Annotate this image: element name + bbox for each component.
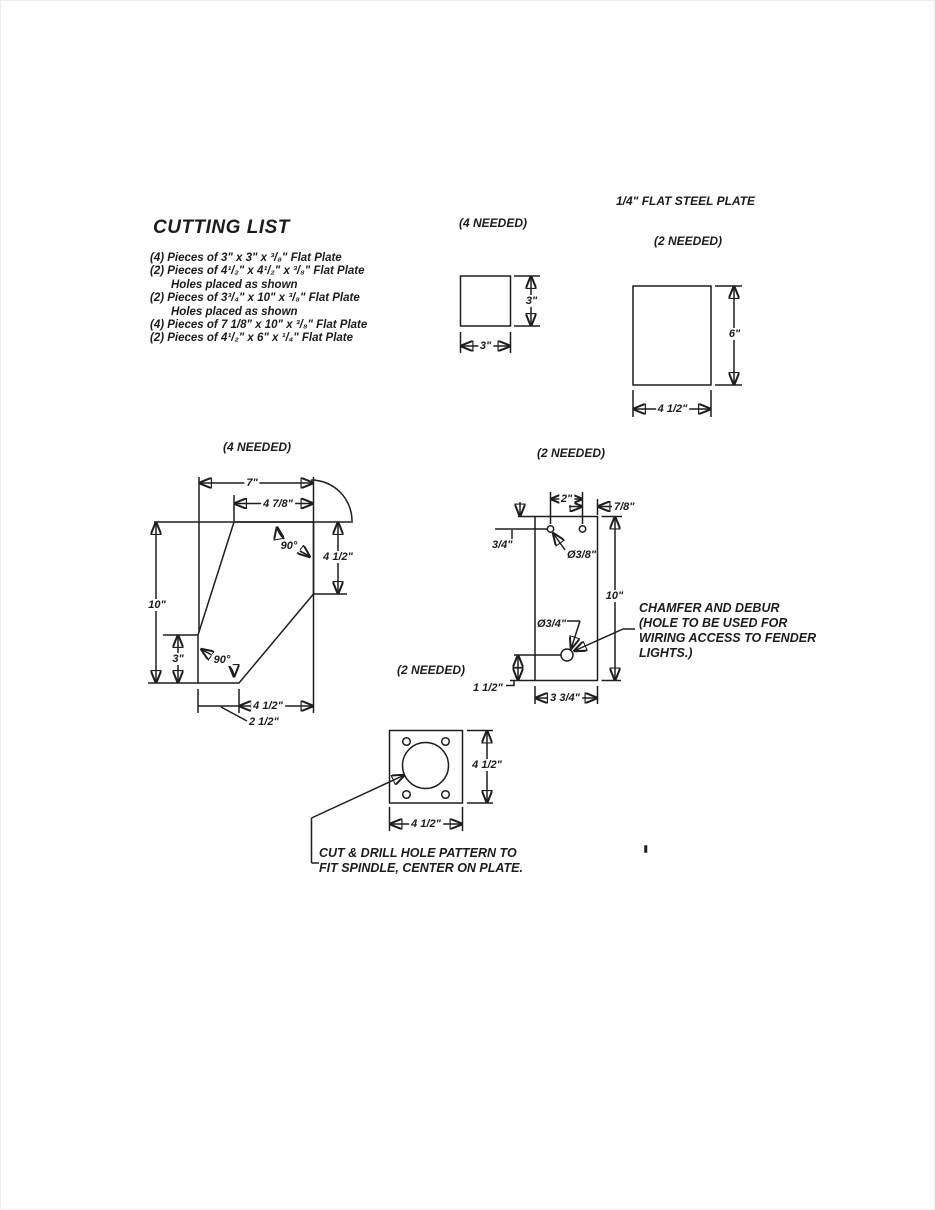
spindle-hole <box>403 743 449 789</box>
leader-line <box>506 681 514 686</box>
qty-label-gusset: (4 NEEDED) <box>223 440 292 454</box>
qty-label-sideplate: (2 NEEDED) <box>537 446 606 460</box>
cutting-list-title: CUTTING LIST <box>153 217 290 238</box>
dim-label-gusset-bottom-left: 2 1/2" <box>249 716 279 728</box>
bolt-hole <box>403 738 411 746</box>
material-label-plate6: 1/4" FLAT STEEL PLATE <box>616 194 756 208</box>
dim-label-sideplate-large-hole-dia: Ø3/4" <box>537 617 567 630</box>
leader-line <box>312 775 405 818</box>
leader-line <box>221 707 247 721</box>
qty-label-square3: (4 NEEDED) <box>459 216 528 230</box>
wiring-hole <box>561 649 573 661</box>
qty-label-spindleplate: (2 NEEDED) <box>397 663 466 677</box>
figure-plate6-drawing <box>633 286 742 417</box>
dim-label-gusset-left: 3" <box>172 652 184 665</box>
spindle-note <box>319 846 523 875</box>
dim-label-gusset-height: 10" <box>148 598 166 611</box>
dim-label-gusset-right: 4 1/2" <box>323 551 353 563</box>
note-line: WIRING ACCESS TO FENDER <box>639 631 817 645</box>
sideplate-outline <box>535 517 598 681</box>
plate6-outline <box>633 286 711 385</box>
note-line: CUT & DRILL HOLE PATTERN TO <box>319 846 517 860</box>
angle-leader-line <box>201 649 212 655</box>
cutting-list-item: (4) Pieces of 7 1/8" x 10" x ³/₈" Flat Plate <box>150 319 368 332</box>
angle-leader-line <box>228 665 234 677</box>
dim-label-gusset-total-width: 7" <box>246 477 258 489</box>
dim-label-spindleplate-height: 4 1/2" <box>472 759 502 771</box>
leader-line <box>553 533 565 550</box>
bolt-hole <box>403 791 411 799</box>
cutting-list <box>150 252 367 346</box>
note-line: FIT SPINDLE, CENTER ON PLATE. <box>319 860 523 875</box>
dim-label-gusset-bottom-right: 4 1/2" <box>253 700 283 712</box>
bolt-hole <box>442 791 450 799</box>
dim-label-plate6-height: 6" <box>728 327 741 340</box>
cutting-list-item: (2) Pieces of 3³/₄" x 10" x ³/₈" Flat Plate <box>150 292 360 305</box>
square3-outline <box>461 276 511 326</box>
angle-label-gusset-top: 90° <box>280 539 298 552</box>
cutting-list-item: (2) Pieces of 4¹/₂" x 4¹/₂" x ³/₈" Flat Plate <box>150 265 365 278</box>
drill-hole <box>547 526 553 532</box>
dim-label-sideplate-hole-spacing: 2" <box>560 493 573 505</box>
dim-label-plate6-width: 4 1/2" <box>657 402 688 415</box>
angle-leader-line <box>277 527 284 539</box>
figure-square3-drawing <box>461 276 541 353</box>
cutting-list-item: Holes placed as shown <box>171 305 298 318</box>
figure-gusset-drawing <box>148 477 353 721</box>
dim-label-square3-height: 3" <box>525 294 538 307</box>
bolt-hole <box>442 738 450 746</box>
dim-label-sideplate-width: 3 3/4" <box>550 692 580 704</box>
dim-label-sideplate-edge-offset: 7/8" <box>614 500 635 513</box>
cutting-list-item: (4) Pieces of 3" x 3" x ³/₈" Flat Plate <box>150 252 342 264</box>
qty-label-plate6: (2 NEEDED) <box>654 234 723 248</box>
dim-label-sideplate-top-offset: 3/4" <box>492 539 513 551</box>
corner-arc <box>311 480 352 521</box>
cutting-list-item: Holes placed as shown <box>171 278 298 291</box>
leader-line <box>571 621 580 649</box>
drill-hole <box>579 526 585 532</box>
cutting-list-item: (2) Pieces of 4¹/₂" x 6" x ¹/₄" Flat Plate <box>150 332 354 345</box>
dim-label-sideplate-small-hole-dia: Ø3/8" <box>567 549 597 561</box>
note-line: LIGHTS.) <box>639 646 693 660</box>
scan-artifact <box>645 846 647 852</box>
figure-spindleplate-drawing <box>312 731 494 864</box>
dim-label-square3-width: 3" <box>479 340 492 352</box>
spindle-plate-outline <box>390 731 463 804</box>
chamfer-note <box>639 601 816 661</box>
dim-label-gusset-top-edge: 4 7/8" <box>263 497 293 510</box>
dim-label-spindleplate-width: 4 1/2" <box>411 818 441 830</box>
angle-label-gusset-bottom: 90° <box>213 653 231 666</box>
dim-label-sideplate-height: 10" <box>605 590 624 602</box>
note-line: CHAMFER AND DEBUR <box>639 601 780 615</box>
dim-label-sideplate-bottom-offset: 1 1/2" <box>473 682 503 694</box>
note-line: (HOLE TO BE USED FOR <box>639 616 788 630</box>
